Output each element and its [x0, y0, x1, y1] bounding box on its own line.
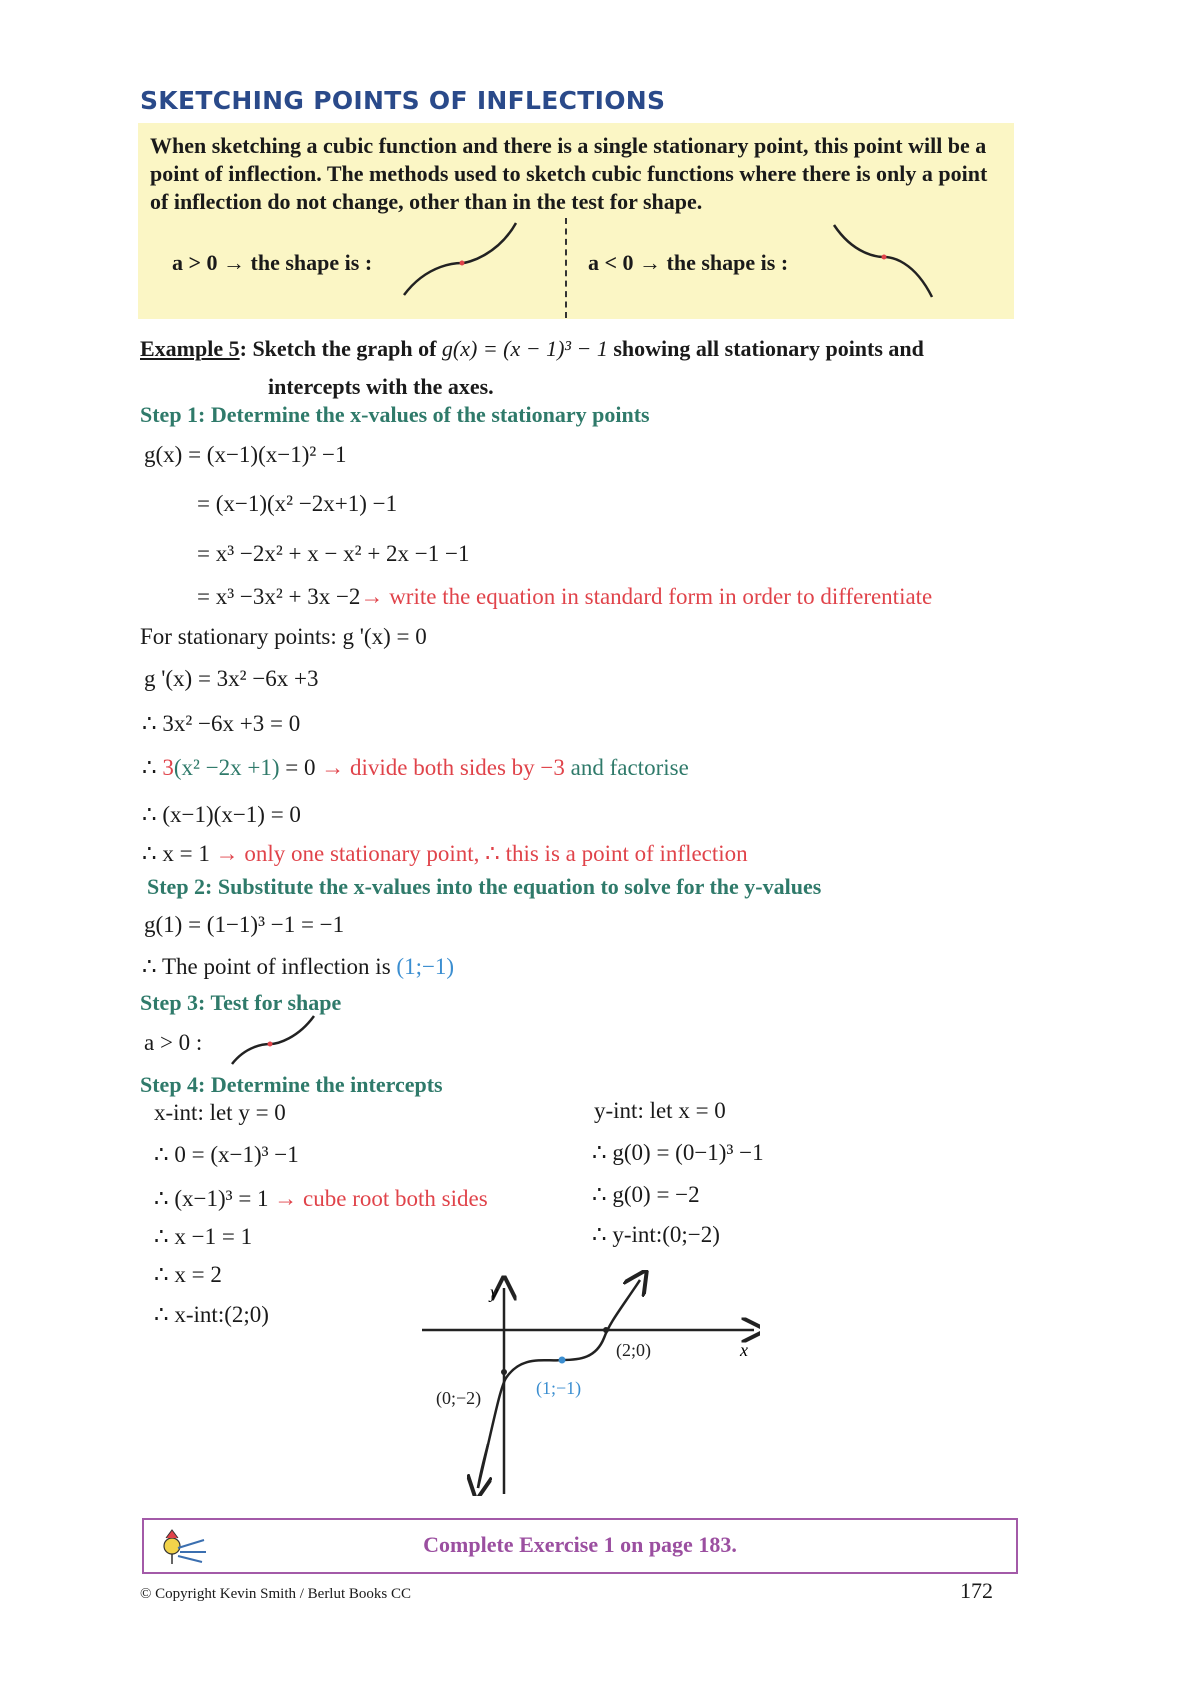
x-int-l3-eq: ∴ (x−1)³ = 1: [154, 1186, 269, 1211]
step1-eq2-bracket: (x² −2x +1): [173, 755, 280, 780]
step1-eq3: ∴ (x−1)(x−1) = 0: [142, 802, 301, 827]
page-title: SKETCHING POINTS OF INFLECTIONS: [140, 86, 666, 115]
x-int-l4: ∴ x −1 = 1: [154, 1224, 253, 1249]
example-text-prefix: : Sketch the graph of: [239, 336, 442, 361]
y-int-l3: ∴ g(0) = −2: [592, 1182, 700, 1207]
step4-title: Step 4: Determine the intercepts: [140, 1072, 443, 1097]
step1-eq2-prefix: ∴: [142, 755, 163, 780]
inflection-point: [559, 1357, 566, 1364]
step1-eq2-rest: = 0: [279, 755, 316, 780]
derivative: g '(x) = 3x² −6x +3: [144, 666, 319, 691]
example-text-suffix: showing all stationary points and: [607, 336, 924, 361]
x-int-l6: ∴ x-int:(2;0): [154, 1302, 269, 1327]
step1-line3: = x³ −2x² + x − x² + 2x −1 −1: [197, 541, 470, 566]
step1-line1: g(x) = (x−1)(x−1)² −1: [144, 442, 347, 467]
cubic-graph: [410, 1270, 760, 1496]
y-intercept-point: [501, 1369, 507, 1375]
positive-shape-icon: [398, 219, 518, 301]
step1-line2: = (x−1)(x² −2x+1) −1: [197, 491, 398, 516]
step1-eq1: ∴ 3x² −6x +3 = 0: [142, 711, 301, 736]
y-int-l4: ∴ y-int:(0;−2): [592, 1222, 720, 1247]
negative-shape-icon: [828, 219, 938, 301]
example-statement: [140, 336, 924, 362]
step2-line2-prefix: ∴ The point of inflection is: [142, 954, 397, 979]
step1-line4: [197, 584, 932, 610]
step2-title: Step 2: Substitute the x-values into the equation to solve for the y-values: [147, 874, 822, 899]
example-label: Example 5: [140, 336, 240, 361]
inflection-label: (1;−1): [536, 1378, 582, 1398]
example-function: g(x) = (x − 1)³ − 1: [441, 336, 608, 361]
step1-line4-eq: = x³ −3x² + 3x −2: [197, 584, 361, 609]
positive-shape-label: a > 0 → the shape is :: [172, 250, 373, 275]
y-int-l2: ∴ g(0) = (0−1)³ −1: [592, 1140, 764, 1165]
step2-line2-point: (1;−1): [396, 954, 455, 979]
x-int-l5: ∴ x = 2: [154, 1262, 222, 1287]
x-int-l3: [154, 1186, 488, 1212]
x-intercept-point: [603, 1327, 609, 1333]
negative-shape-label: a < 0 → the shape is :: [588, 250, 789, 275]
x-intercept-label: (2;0): [616, 1340, 651, 1360]
step3-shape-icon: [228, 1012, 318, 1068]
step1-eq2-note-red: → divide both sides by −3: [315, 755, 565, 780]
y-axis-label: y: [490, 1282, 498, 1302]
stationary-points-label: For stationary points: g '(x) = 0: [140, 624, 427, 649]
shape-divider: [565, 218, 567, 318]
y-intercept-label: (0;−2): [436, 1388, 482, 1408]
step3-title: Step 3: Test for shape: [140, 990, 342, 1015]
intro-box: [138, 123, 1014, 319]
step1-eq4-note: → only one stationary point, ∴ this is a point of inflection: [209, 841, 748, 866]
step1-eq4-eq: ∴ x = 1: [142, 841, 210, 866]
step2-line2: [142, 954, 454, 980]
step1-title: Step 1: Determine the x-values of the stationary points: [140, 402, 650, 427]
x-int-l2: ∴ 0 = (x−1)³ −1: [154, 1142, 299, 1167]
step1-eq2-three: 3: [162, 755, 174, 780]
x-int-l1: x-int: let y = 0: [154, 1100, 286, 1125]
step1-eq4: [142, 841, 748, 867]
x-axis-label: x: [740, 1340, 748, 1360]
step1-eq2-note-green: and factorise: [564, 755, 689, 780]
intro-text: When sketching a cubic function and there is a single stationary point, this point will be a point of inflection. The methods used to sketch cubic functions where there is only a point of inflection do not change, other than in the test for shape.: [150, 133, 988, 214]
curve-lower-arrow: [478, 1444, 488, 1488]
exercise-box: [142, 1518, 1018, 1574]
page-number: 172: [960, 1578, 993, 1603]
step2-line1: g(1) = (1−1)³ −1 = −1: [144, 912, 345, 937]
step3-label: a > 0 :: [144, 1030, 203, 1055]
y-int-l1: y-int: let x = 0: [594, 1098, 726, 1123]
copyright: © Copyright Kevin Smith / Berlut Books CC: [140, 1586, 411, 1602]
example-statement-line2: intercepts with the axes.: [268, 374, 494, 399]
step1-eq2: [142, 755, 689, 781]
x-int-l3-note: → cube root both sides: [268, 1186, 488, 1211]
exercise-text: Complete Exercise 1 on page 183.: [423, 1532, 737, 1557]
step1-line4-note: → write the equation in standard form in order to differentiate: [360, 584, 933, 609]
